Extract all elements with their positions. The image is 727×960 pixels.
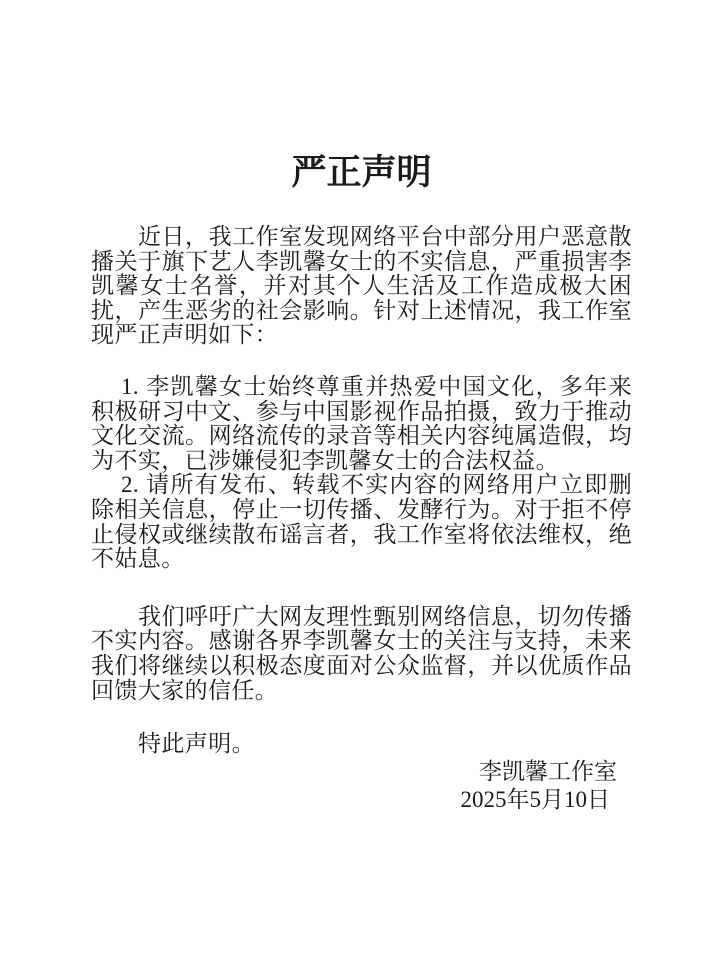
statement-paragraph-intro: 近日，我工作室发现网络平台中部分用户恶意散播关于旗下艺人李凯馨女士的不实信息，严重损害李凯馨女士名誉，并对其个人生活及工作造成极大困扰，产生恶劣的社会影响。针对上述情况，我工作室现严正声明如下： (91, 224, 632, 348)
statement-closing: 特此声明。 (138, 731, 255, 757)
statement-item-2: 2. 请所有发布、转载不实内容的网络用户立即删除相关信息，停止一切传播、发酵行为。对于拒不停止侵权或继续散布谣言者，我工作室将依法维权，绝不姑息。 (91, 472, 632, 572)
statement-content (91, 0, 632, 813)
statement-item-1: 1. 李凯馨女士始终尊重并热爱中国文化，多年来积极研习中文、参与中国影视作品拍摄，致力于推动文化交流。网络流传的录音等相关内容纯属造假，均为不实，已涉嫌侵犯李凯馨女士的合法权益。 (91, 373, 632, 473)
statement-date: 2025年5月10日 (460, 787, 610, 813)
statement-items (91, 375, 632, 572)
statement-title: 严正声明 (291, 153, 432, 192)
statement-signature: 李凯馨工作室 (479, 758, 617, 784)
statement-paragraph-appeal: 我们呼吁广大网友理性甄别网络信息，切勿传播不实内容。感谢各界李凯馨女士的关注与支持，未来我们将继续以积极态度面对公众监督，并以优质作品回馈大家的信任。 (91, 603, 632, 703)
